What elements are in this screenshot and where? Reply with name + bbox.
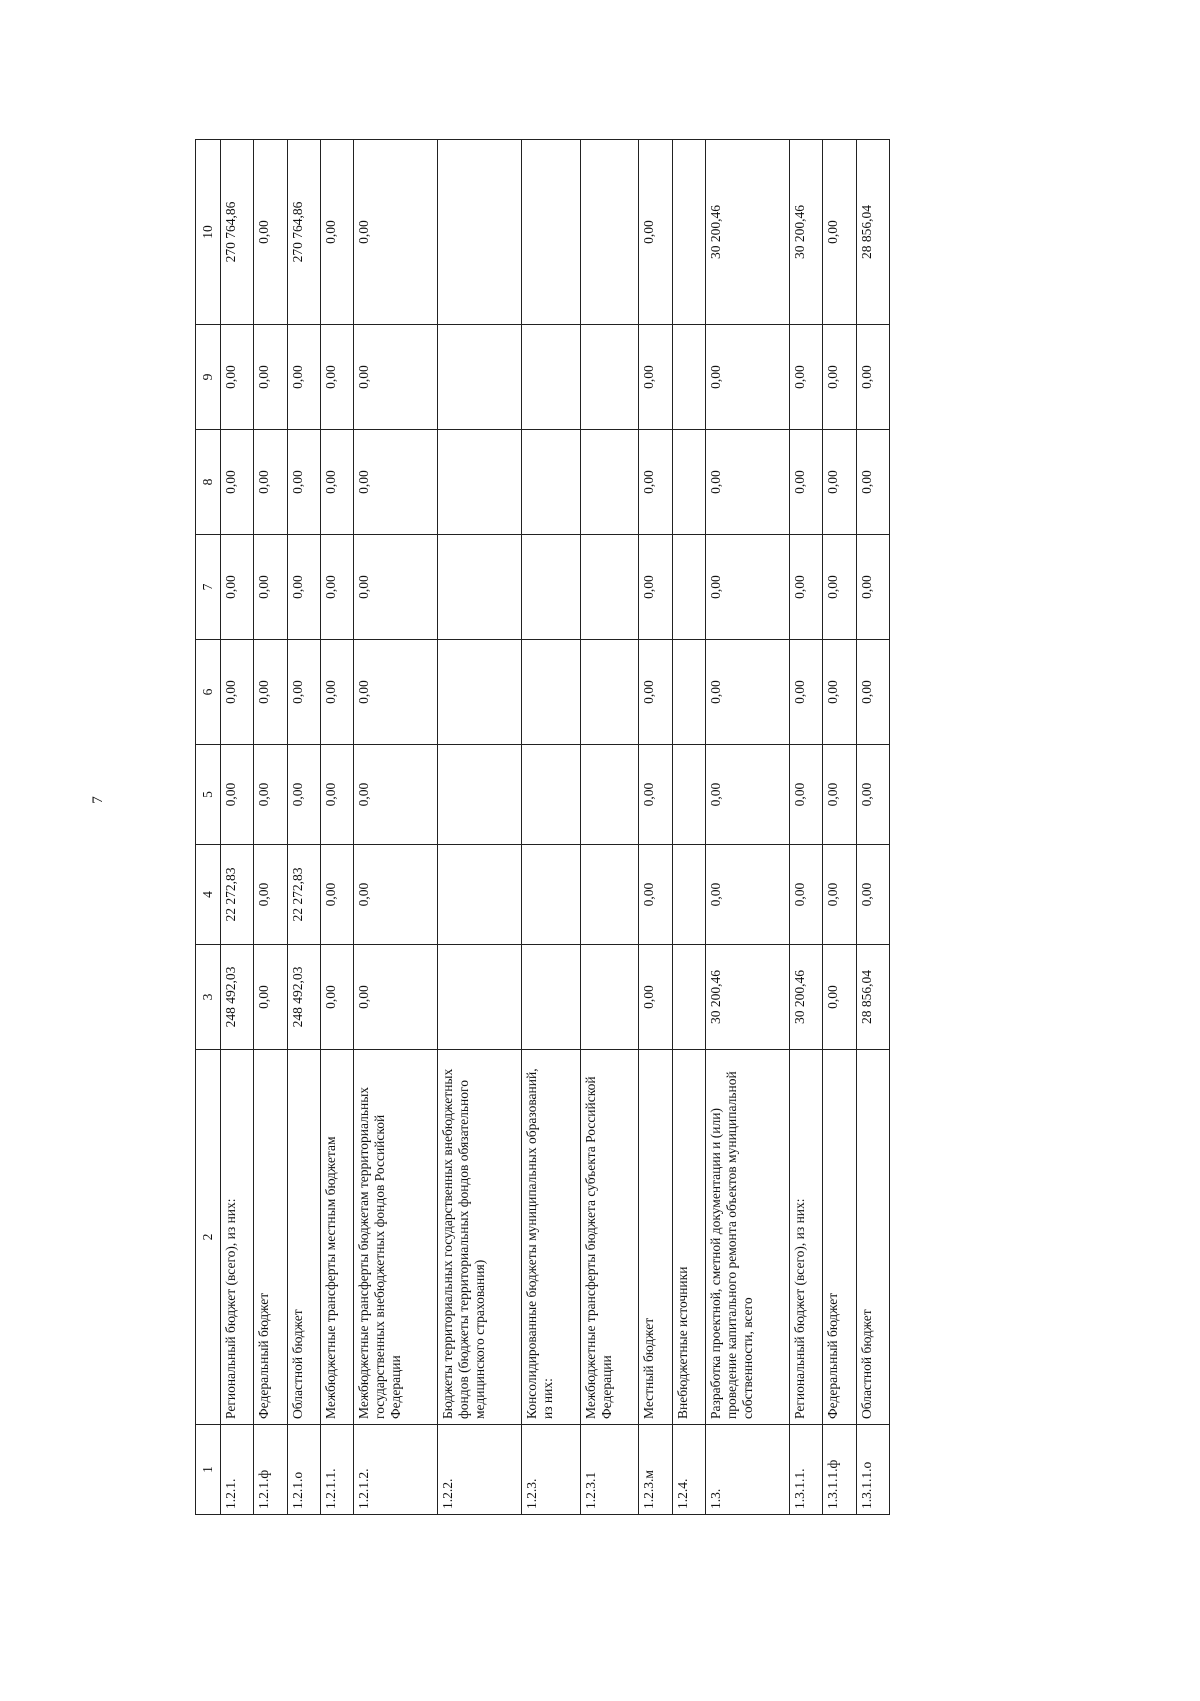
value-cell: 0,00	[354, 640, 438, 745]
row-code-cell: 1.3.1.1.	[790, 1425, 823, 1515]
row-name-cell: Областной бюджет	[856, 1050, 889, 1425]
value-cell: 0,00	[790, 430, 823, 535]
value-cell: 0,00	[639, 325, 672, 430]
value-cell	[580, 640, 639, 745]
table-header	[196, 140, 221, 1515]
value-cell	[438, 945, 522, 1050]
row-name-cell: Разработка проектной, сметной документации и (или) проведение капитального ремонта объектов муниципальной собственности, всего	[706, 1050, 790, 1425]
table-row	[320, 140, 353, 1515]
value-cell: 0,00	[221, 325, 254, 430]
value-cell	[522, 745, 581, 845]
value-cell	[522, 535, 581, 640]
value-cell	[438, 325, 522, 430]
value-cell	[522, 140, 581, 325]
value-cell: 0,00	[823, 535, 856, 640]
value-cell: 0,00	[354, 430, 438, 535]
row-name-cell: Областной бюджет	[287, 1050, 320, 1425]
table-row	[354, 140, 438, 1515]
value-cell: 0,00	[221, 640, 254, 745]
value-cell	[672, 845, 705, 945]
value-cell	[672, 535, 705, 640]
value-cell	[580, 325, 639, 430]
value-cell: 0,00	[790, 640, 823, 745]
column-header: 10	[196, 140, 221, 325]
column-header: 5	[196, 745, 221, 845]
value-cell: 0,00	[823, 945, 856, 1050]
value-cell: 0,00	[354, 325, 438, 430]
value-cell: 0,00	[706, 640, 790, 745]
value-cell: 0,00	[320, 745, 353, 845]
value-cell: 0,00	[354, 845, 438, 945]
value-cell: 0,00	[639, 535, 672, 640]
table-row	[438, 140, 522, 1515]
value-cell: 30 200,46	[706, 945, 790, 1050]
table-row	[672, 140, 705, 1515]
row-name-cell: Региональный бюджет (всего), из них:	[790, 1050, 823, 1425]
row-code-cell: 1.3.1.1.ф	[823, 1425, 856, 1515]
value-cell: 0,00	[320, 845, 353, 945]
row-code-cell: 1.2.1.1.	[320, 1425, 353, 1515]
value-cell: 0,00	[254, 845, 287, 945]
row-code-cell: 1.2.4.	[672, 1425, 705, 1515]
row-code-cell: 1.2.1.2.	[354, 1425, 438, 1515]
page-number: 7	[90, 796, 106, 804]
value-cell: 0,00	[790, 845, 823, 945]
value-cell: 0,00	[790, 745, 823, 845]
value-cell: 0,00	[287, 640, 320, 745]
value-cell: 0,00	[856, 535, 889, 640]
value-cell: 0,00	[221, 745, 254, 845]
column-header: 1	[196, 1425, 221, 1515]
table-row	[287, 140, 320, 1515]
value-cell: 0,00	[639, 140, 672, 325]
value-cell	[672, 325, 705, 430]
value-cell	[522, 640, 581, 745]
column-header: 6	[196, 640, 221, 745]
row-code-cell: 1.2.1.ф	[254, 1425, 287, 1515]
table-row	[790, 140, 823, 1515]
table-row	[823, 140, 856, 1515]
budget-table-container	[195, 140, 890, 1515]
value-cell: 0,00	[706, 535, 790, 640]
value-cell: 0,00	[639, 430, 672, 535]
value-cell: 0,00	[706, 325, 790, 430]
value-cell: 0,00	[320, 430, 353, 535]
value-cell	[672, 140, 705, 325]
value-cell: 0,00	[254, 535, 287, 640]
row-code-cell: 1.2.1.	[221, 1425, 254, 1515]
row-name-cell: Внебюджетные источники	[672, 1050, 705, 1425]
table-row	[221, 140, 254, 1515]
value-cell: 0,00	[320, 325, 353, 430]
value-cell: 0,00	[287, 325, 320, 430]
budget-table	[195, 139, 890, 1515]
value-cell	[580, 745, 639, 845]
row-name-cell: Федеральный бюджет	[254, 1050, 287, 1425]
row-name-cell: Региональный бюджет (всего), из них:	[221, 1050, 254, 1425]
column-header: 9	[196, 325, 221, 430]
value-cell: 0,00	[823, 745, 856, 845]
value-cell: 0,00	[639, 845, 672, 945]
value-cell: 248 492,03	[287, 945, 320, 1050]
value-cell: 0,00	[790, 325, 823, 430]
value-cell	[580, 430, 639, 535]
value-cell: 30 200,46	[706, 140, 790, 325]
value-cell	[438, 535, 522, 640]
value-cell: 22 272,83	[287, 845, 320, 945]
value-cell: 0,00	[856, 745, 889, 845]
value-cell: 0,00	[221, 430, 254, 535]
value-cell: 28 856,04	[856, 945, 889, 1050]
value-cell: 22 272,83	[221, 845, 254, 945]
table-row	[522, 140, 581, 1515]
table-row	[706, 140, 790, 1515]
value-cell	[672, 945, 705, 1050]
row-name-cell: Межбюджетные трансферты бюджетам территориальных государственных внебюджетных фондов Российской Федерации	[354, 1050, 438, 1425]
row-code-cell: 1.2.3.	[522, 1425, 581, 1515]
table-body	[221, 140, 890, 1515]
value-cell: 270 764,86	[287, 140, 320, 325]
column-header: 3	[196, 945, 221, 1050]
value-cell: 0,00	[856, 325, 889, 430]
value-cell: 0,00	[254, 640, 287, 745]
value-cell: 0,00	[823, 640, 856, 745]
value-cell: 0,00	[320, 535, 353, 640]
row-name-cell: Межбюджетные трансферты местным бюджетам	[320, 1050, 353, 1425]
column-header: 4	[196, 845, 221, 945]
value-cell: 0,00	[221, 535, 254, 640]
value-cell	[580, 845, 639, 945]
value-cell: 0,00	[320, 640, 353, 745]
table-row	[254, 140, 287, 1515]
value-cell	[580, 945, 639, 1050]
row-code-cell: 1.3.1.1.о	[856, 1425, 889, 1515]
value-cell: 0,00	[254, 945, 287, 1050]
value-cell: 30 200,46	[790, 945, 823, 1050]
value-cell	[580, 535, 639, 640]
value-cell: 0,00	[254, 325, 287, 430]
value-cell: 0,00	[823, 140, 856, 325]
row-code-cell: 1.2.2.	[438, 1425, 522, 1515]
row-name-cell: Консолидированные бюджеты муниципальных образований, из них:	[522, 1050, 581, 1425]
value-cell: 0,00	[639, 640, 672, 745]
value-cell: 0,00	[354, 140, 438, 325]
column-header: 8	[196, 430, 221, 535]
row-name-cell: Федеральный бюджет	[823, 1050, 856, 1425]
value-cell	[522, 945, 581, 1050]
value-cell: 0,00	[354, 745, 438, 845]
value-cell: 248 492,03	[221, 945, 254, 1050]
table-row	[856, 140, 889, 1515]
row-name-cell: Местный бюджет	[639, 1050, 672, 1425]
value-cell: 0,00	[254, 140, 287, 325]
value-cell: 0,00	[354, 535, 438, 640]
value-cell: 0,00	[823, 430, 856, 535]
value-cell	[438, 640, 522, 745]
value-cell	[438, 430, 522, 535]
value-cell	[438, 745, 522, 845]
row-name-cell: Бюджеты территориальных государственных внебюджетных фондов (бюджеты территориальных фондов обязательного медицинского страхования)	[438, 1050, 522, 1425]
value-cell	[580, 140, 639, 325]
value-cell: 0,00	[823, 325, 856, 430]
value-cell: 0,00	[823, 845, 856, 945]
value-cell: 0,00	[287, 430, 320, 535]
value-cell	[522, 325, 581, 430]
value-cell: 0,00	[354, 945, 438, 1050]
value-cell: 0,00	[706, 745, 790, 845]
value-cell: 0,00	[856, 430, 889, 535]
column-header: 2	[196, 1050, 221, 1425]
table-row	[580, 140, 639, 1515]
column-header: 7	[196, 535, 221, 640]
row-code-cell: 1.2.3.м	[639, 1425, 672, 1515]
row-code-cell: 1.2.1.о	[287, 1425, 320, 1515]
value-cell: 0,00	[706, 430, 790, 535]
value-cell	[672, 430, 705, 535]
value-cell: 30 200,46	[790, 140, 823, 325]
value-cell	[522, 845, 581, 945]
value-cell: 0,00	[790, 535, 823, 640]
value-cell: 0,00	[287, 535, 320, 640]
value-cell: 0,00	[706, 845, 790, 945]
value-cell	[522, 430, 581, 535]
value-cell: 0,00	[320, 140, 353, 325]
value-cell: 0,00	[254, 430, 287, 535]
row-code-cell: 1.3.	[706, 1425, 790, 1515]
value-cell: 0,00	[639, 745, 672, 845]
value-cell	[672, 745, 705, 845]
value-cell: 0,00	[287, 745, 320, 845]
value-cell	[672, 640, 705, 745]
table-row	[639, 140, 672, 1515]
value-cell: 270 764,86	[221, 140, 254, 325]
value-cell: 0,00	[856, 845, 889, 945]
value-cell	[438, 845, 522, 945]
row-code-cell: 1.2.3.1	[580, 1425, 639, 1515]
value-cell: 0,00	[856, 640, 889, 745]
value-cell: 0,00	[254, 745, 287, 845]
value-cell: 0,00	[320, 945, 353, 1050]
row-name-cell: Межбюджетные трансферты бюджета субъекта Российской Федерации	[580, 1050, 639, 1425]
value-cell: 28 856,04	[856, 140, 889, 325]
value-cell	[438, 140, 522, 325]
value-cell: 0,00	[639, 945, 672, 1050]
